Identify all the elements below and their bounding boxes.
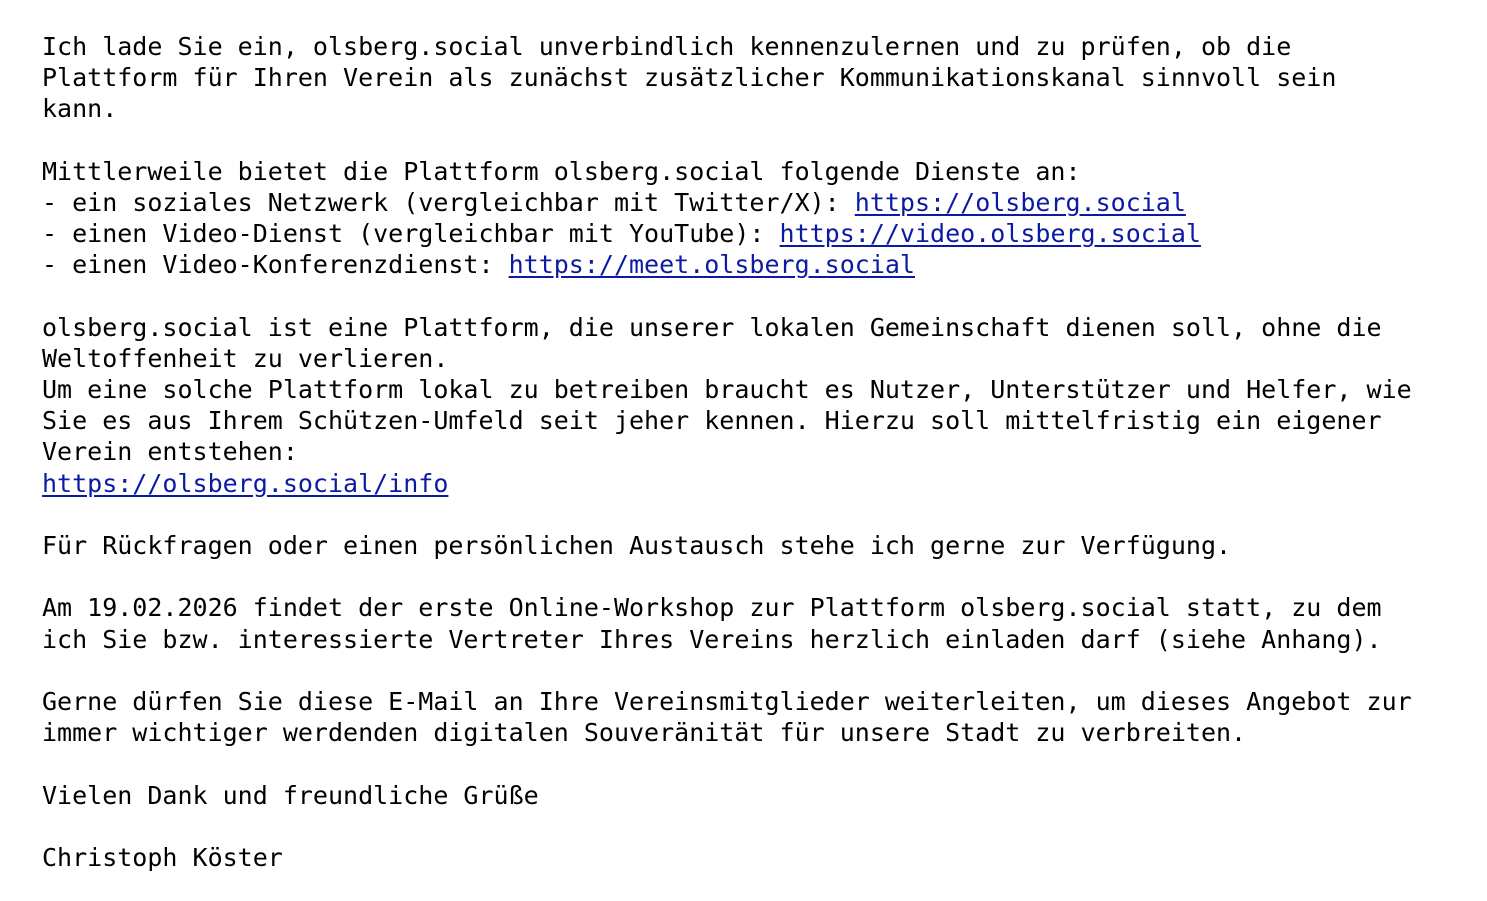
- spacer: [42, 561, 1472, 592]
- about-line: Verein entstehen:: [42, 437, 298, 467]
- info-link[interactable]: https://olsberg.social/info: [42, 468, 449, 498]
- service-item-conference: [42, 249, 1472, 280]
- spacer: [42, 811, 1472, 842]
- spacer: [42, 125, 1472, 156]
- signature: Christoph Köster: [42, 842, 283, 872]
- services-heading: Mittlerweile bietet die Plattform olsberg.social folgende Dienste an:: [42, 156, 1081, 186]
- forward-line: immer wichtiger werdenden digitalen Souveränität für unsere Stadt zu verbreiten.: [42, 718, 1247, 748]
- closing-line: Vielen Dank und freundliche Grüße: [42, 780, 539, 810]
- spacer: [42, 655, 1472, 686]
- forward-line: Gerne dürfen Sie diese E-Mail an Ihre Vereinsmitglieder weiterleiten, um dieses Angebot zur: [42, 686, 1412, 716]
- about-line: Weltoffenheit zu verlieren.: [42, 343, 449, 373]
- about-line: Sie es aus Ihrem Schützen-Umfeld seit jeher kennen. Hierzu soll mittelfristig ein eigener: [42, 406, 1382, 436]
- about-line: olsberg.social ist eine Plattform, die unserer lokalen Gemeinschaft dienen soll, ohne die: [42, 312, 1382, 342]
- service-item-video: [42, 218, 1472, 249]
- social-network-link[interactable]: https://olsberg.social: [854, 187, 1186, 217]
- info-link-line: [42, 468, 1472, 499]
- service-label: - ein soziales Netzwerk (vergleichbar mit Twitter/X):: [42, 187, 855, 217]
- spacer: [42, 281, 1472, 312]
- spacer: [42, 748, 1472, 779]
- conference-service-link[interactable]: https://meet.olsberg.social: [508, 250, 915, 280]
- video-service-link[interactable]: https://video.olsberg.social: [779, 219, 1201, 249]
- questions-line: Für Rückfragen oder einen persönlichen Austausch stehe ich gerne zur Verfügung.: [42, 531, 1232, 560]
- spacer: [42, 499, 1472, 530]
- about-line: Um eine solche Plattform lokal zu betreiben braucht es Nutzer, Unterstützer und Helfer, wie: [42, 375, 1412, 405]
- intro-line: kann.: [42, 94, 118, 124]
- intro-line: Ich lade Sie ein, olsberg.social unverbindlich kennenzulernen und zu prüfen, ob die: [42, 32, 1292, 61]
- service-label: - einen Video-Konferenzdienst:: [42, 250, 509, 280]
- service-label: - einen Video-Dienst (vergleichbar mit YouTube):: [42, 219, 780, 249]
- email-body: [42, 31, 1472, 873]
- intro-line: Plattform für Ihren Verein als zunächst zusätzlicher Kommunikationskanal sinnvoll sein: [42, 63, 1337, 93]
- workshop-line: Am 19.02.2026 findet der erste Online-Workshop zur Plattform olsberg.social statt, zu dem: [42, 593, 1382, 623]
- workshop-line: ich Sie bzw. interessierte Vertreter Ihres Vereins herzlich einladen darf (siehe Anhang).: [42, 624, 1382, 654]
- service-item-social-network: [42, 187, 1472, 218]
